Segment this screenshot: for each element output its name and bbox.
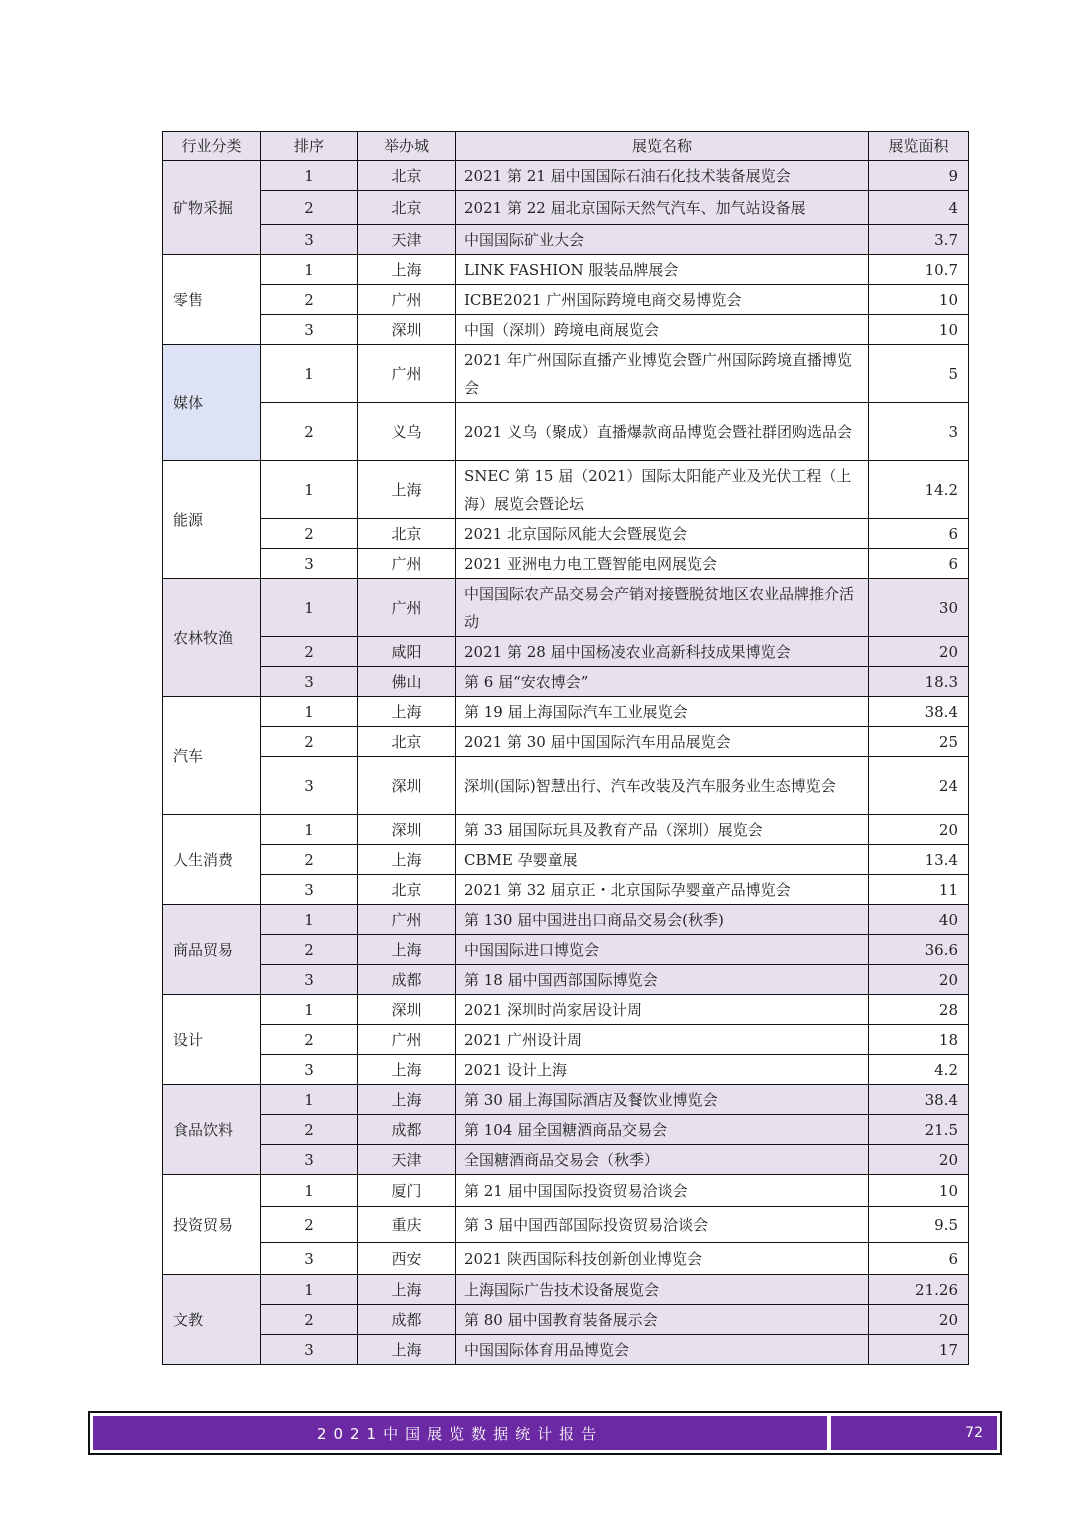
area-cell: 28 bbox=[869, 995, 969, 1025]
city-cell: 西安 bbox=[358, 1243, 456, 1275]
exhibition-name-cell: 2021 广州设计周 bbox=[456, 1025, 869, 1055]
table-row bbox=[163, 757, 969, 815]
table-row bbox=[163, 1145, 969, 1175]
city-cell: 广州 bbox=[358, 345, 456, 403]
header-area: 展览面积 bbox=[869, 132, 969, 161]
city-cell: 上海 bbox=[358, 697, 456, 727]
area-cell: 20 bbox=[869, 815, 969, 845]
city-cell: 广州 bbox=[358, 285, 456, 315]
city-cell: 厦门 bbox=[358, 1175, 456, 1207]
table-row bbox=[163, 995, 969, 1025]
table-row bbox=[163, 875, 969, 905]
city-cell: 上海 bbox=[358, 461, 456, 519]
city-cell: 上海 bbox=[358, 1275, 456, 1305]
rank-cell: 1 bbox=[261, 995, 358, 1025]
exhibition-name-cell: SNEC 第 15 届（2021）国际太阳能产业及光伏工程（上海）展览会暨论坛 bbox=[456, 461, 869, 519]
rank-cell: 2 bbox=[261, 285, 358, 315]
table-row bbox=[163, 845, 969, 875]
city-cell: 深圳 bbox=[358, 995, 456, 1025]
table-row bbox=[163, 965, 969, 995]
rank-cell: 2 bbox=[261, 191, 358, 225]
page-number: 72 bbox=[831, 1416, 997, 1450]
rank-cell: 1 bbox=[261, 697, 358, 727]
exhibition-ranking-table bbox=[162, 131, 969, 1365]
city-cell: 成都 bbox=[358, 965, 456, 995]
category-cell: 零售 bbox=[163, 255, 261, 345]
city-cell: 深圳 bbox=[358, 815, 456, 845]
table-row bbox=[163, 815, 969, 845]
table-row bbox=[163, 1025, 969, 1055]
exhibition-name-cell: LINK FASHION 服装品牌展会 bbox=[456, 255, 869, 285]
table-row bbox=[163, 285, 969, 315]
city-cell: 广州 bbox=[358, 579, 456, 637]
city-cell: 北京 bbox=[358, 875, 456, 905]
exhibition-name-cell: 中国国际进口博览会 bbox=[456, 935, 869, 965]
area-cell: 9 bbox=[869, 161, 969, 191]
table-row bbox=[163, 1175, 969, 1207]
exhibition-name-cell: 2021 北京国际风能大会暨展览会 bbox=[456, 519, 869, 549]
page-footer bbox=[88, 1411, 1002, 1455]
city-cell: 成都 bbox=[358, 1115, 456, 1145]
table-row bbox=[163, 191, 969, 225]
area-cell: 30 bbox=[869, 579, 969, 637]
city-cell: 广州 bbox=[358, 549, 456, 579]
rank-cell: 1 bbox=[261, 905, 358, 935]
rank-cell: 1 bbox=[261, 1275, 358, 1305]
rank-cell: 1 bbox=[261, 161, 358, 191]
exhibition-name-cell: 2021 第 32 届京正・北京国际孕婴童产品博览会 bbox=[456, 875, 869, 905]
city-cell: 北京 bbox=[358, 161, 456, 191]
header-category: 行业分类 bbox=[163, 132, 261, 161]
area-cell: 20 bbox=[869, 1305, 969, 1335]
exhibition-name-cell: 第 3 届中国西部国际投资贸易洽谈会 bbox=[456, 1207, 869, 1243]
exhibition-name-cell: ICBE2021 广州国际跨境电商交易博览会 bbox=[456, 285, 869, 315]
table-header-row bbox=[163, 132, 969, 161]
area-cell: 6 bbox=[869, 1243, 969, 1275]
area-cell: 38.4 bbox=[869, 1085, 969, 1115]
table-row bbox=[163, 161, 969, 191]
rank-cell: 3 bbox=[261, 1335, 358, 1365]
rank-cell: 3 bbox=[261, 875, 358, 905]
rank-cell: 1 bbox=[261, 815, 358, 845]
exhibition-name-cell: 第 104 届全国糖酒商品交易会 bbox=[456, 1115, 869, 1145]
table-row bbox=[163, 315, 969, 345]
table-row bbox=[163, 255, 969, 285]
table-row bbox=[163, 403, 969, 461]
area-cell: 40 bbox=[869, 905, 969, 935]
table-row bbox=[163, 225, 969, 255]
rank-cell: 2 bbox=[261, 637, 358, 667]
city-cell: 深圳 bbox=[358, 315, 456, 345]
rank-cell: 2 bbox=[261, 1305, 358, 1335]
exhibition-name-cell: 上海国际广告技术设备展览会 bbox=[456, 1275, 869, 1305]
area-cell: 18 bbox=[869, 1025, 969, 1055]
exhibition-name-cell: 中国（深圳）跨境电商展览会 bbox=[456, 315, 869, 345]
area-cell: 6 bbox=[869, 549, 969, 579]
city-cell: 上海 bbox=[358, 1335, 456, 1365]
rank-cell: 3 bbox=[261, 315, 358, 345]
area-cell: 10 bbox=[869, 285, 969, 315]
area-cell: 4.2 bbox=[869, 1055, 969, 1085]
exhibition-name-cell: 第 19 届上海国际汽车工业展览会 bbox=[456, 697, 869, 727]
area-cell: 36.6 bbox=[869, 935, 969, 965]
exhibition-name-cell: 第 18 届中国西部国际博览会 bbox=[456, 965, 869, 995]
rank-cell: 3 bbox=[261, 1145, 358, 1175]
city-cell: 咸阳 bbox=[358, 637, 456, 667]
area-cell: 20 bbox=[869, 1145, 969, 1175]
exhibition-name-cell: 深圳(国际)智慧出行、汽车改装及汽车服务业生态博览会 bbox=[456, 757, 869, 815]
category-cell: 食品饮料 bbox=[163, 1085, 261, 1175]
table-row bbox=[163, 1243, 969, 1275]
area-cell: 38.4 bbox=[869, 697, 969, 727]
exhibition-name-cell: 第 30 届上海国际酒店及餐饮业博览会 bbox=[456, 1085, 869, 1115]
exhibition-name-cell: 第 33 届国际玩具及教育产品（深圳）展览会 bbox=[456, 815, 869, 845]
report-title: 2021中国展览数据统计报告 bbox=[93, 1416, 827, 1450]
rank-cell: 3 bbox=[261, 965, 358, 995]
category-cell: 文教 bbox=[163, 1275, 261, 1365]
exhibition-name-cell: 2021 第 21 届中国国际石油石化技术装备展览会 bbox=[456, 161, 869, 191]
rank-cell: 1 bbox=[261, 255, 358, 285]
area-cell: 13.4 bbox=[869, 845, 969, 875]
area-cell: 21.26 bbox=[869, 1275, 969, 1305]
area-cell: 3 bbox=[869, 403, 969, 461]
exhibition-name-cell: 第 130 届中国进出口商品交易会(秋季) bbox=[456, 905, 869, 935]
rank-cell: 2 bbox=[261, 1207, 358, 1243]
rank-cell: 2 bbox=[261, 519, 358, 549]
city-cell: 义乌 bbox=[358, 403, 456, 461]
header-city: 举办城 bbox=[358, 132, 456, 161]
rank-cell: 3 bbox=[261, 549, 358, 579]
rank-cell: 2 bbox=[261, 403, 358, 461]
exhibition-name-cell: 2021 第 28 届中国杨凌农业高新科技成果博览会 bbox=[456, 637, 869, 667]
category-cell: 农林牧渔 bbox=[163, 579, 261, 697]
city-cell: 广州 bbox=[358, 905, 456, 935]
exhibition-name-cell: 2021 亚洲电力电工暨智能电网展览会 bbox=[456, 549, 869, 579]
area-cell: 10.7 bbox=[869, 255, 969, 285]
exhibition-name-cell: 2021 深圳时尚家居设计周 bbox=[456, 995, 869, 1025]
area-cell: 24 bbox=[869, 757, 969, 815]
rank-cell: 2 bbox=[261, 935, 358, 965]
exhibition-name-cell: 2021 第 30 届中国国际汽车用品展览会 bbox=[456, 727, 869, 757]
city-cell: 天津 bbox=[358, 1145, 456, 1175]
table-row bbox=[163, 935, 969, 965]
rank-cell: 3 bbox=[261, 757, 358, 815]
area-cell: 10 bbox=[869, 1175, 969, 1207]
rank-cell: 2 bbox=[261, 1115, 358, 1145]
table-row bbox=[163, 1085, 969, 1115]
city-cell: 上海 bbox=[358, 935, 456, 965]
exhibition-name-cell: 中国国际体育用品博览会 bbox=[456, 1335, 869, 1365]
category-cell: 投资贸易 bbox=[163, 1175, 261, 1275]
rank-cell: 3 bbox=[261, 667, 358, 697]
header-exhibition-name: 展览名称 bbox=[456, 132, 869, 161]
exhibition-name-cell: 第 80 届中国教育装备展示会 bbox=[456, 1305, 869, 1335]
exhibition-name-cell: 2021 陕西国际科技创新创业博览会 bbox=[456, 1243, 869, 1275]
category-cell: 能源 bbox=[163, 461, 261, 579]
category-cell: 矿物采掘 bbox=[163, 161, 261, 255]
exhibition-name-cell: 第 21 届中国国际投资贸易洽谈会 bbox=[456, 1175, 869, 1207]
category-cell: 商品贸易 bbox=[163, 905, 261, 995]
table-row bbox=[163, 1115, 969, 1145]
category-cell: 设计 bbox=[163, 995, 261, 1085]
area-cell: 25 bbox=[869, 727, 969, 757]
exhibition-name-cell: CBME 孕婴童展 bbox=[456, 845, 869, 875]
exhibition-name-cell: 2021 义乌（聚成）直播爆款商品博览会暨社群团购选品会 bbox=[456, 403, 869, 461]
exhibition-name-cell: 2021 设计上海 bbox=[456, 1055, 869, 1085]
category-cell: 人生消费 bbox=[163, 815, 261, 905]
city-cell: 北京 bbox=[358, 191, 456, 225]
category-cell: 汽车 bbox=[163, 697, 261, 815]
exhibition-name-cell: 中国国际农产品交易会产销对接暨脱贫地区农业品牌推介活动 bbox=[456, 579, 869, 637]
city-cell: 重庆 bbox=[358, 1207, 456, 1243]
exhibition-name-cell: 2021 年广州国际直播产业博览会暨广州国际跨境直播博览会 bbox=[456, 345, 869, 403]
city-cell: 成都 bbox=[358, 1305, 456, 1335]
exhibition-name-cell: 全国糖酒商品交易会（秋季） bbox=[456, 1145, 869, 1175]
area-cell: 6 bbox=[869, 519, 969, 549]
rank-cell: 1 bbox=[261, 1085, 358, 1115]
city-cell: 上海 bbox=[358, 255, 456, 285]
city-cell: 天津 bbox=[358, 225, 456, 255]
table-body bbox=[163, 161, 969, 1365]
rank-cell: 3 bbox=[261, 225, 358, 255]
city-cell: 北京 bbox=[358, 519, 456, 549]
table-row bbox=[163, 697, 969, 727]
exhibition-name-cell: 第 6 届“安农博会” bbox=[456, 667, 869, 697]
rank-cell: 2 bbox=[261, 845, 358, 875]
rank-cell: 3 bbox=[261, 1055, 358, 1085]
city-cell: 上海 bbox=[358, 845, 456, 875]
area-cell: 17 bbox=[869, 1335, 969, 1365]
area-cell: 3.7 bbox=[869, 225, 969, 255]
area-cell: 4 bbox=[869, 191, 969, 225]
rank-cell: 3 bbox=[261, 1243, 358, 1275]
area-cell: 9.5 bbox=[869, 1207, 969, 1243]
city-cell: 深圳 bbox=[358, 757, 456, 815]
table-row bbox=[163, 667, 969, 697]
rank-cell: 1 bbox=[261, 461, 358, 519]
city-cell: 佛山 bbox=[358, 667, 456, 697]
city-cell: 北京 bbox=[358, 727, 456, 757]
table-row bbox=[163, 579, 969, 637]
area-cell: 20 bbox=[869, 965, 969, 995]
area-cell: 5 bbox=[869, 345, 969, 403]
table-row bbox=[163, 549, 969, 579]
category-cell: 媒体 bbox=[163, 345, 261, 461]
area-cell: 21.5 bbox=[869, 1115, 969, 1145]
rank-cell: 1 bbox=[261, 1175, 358, 1207]
rank-cell: 1 bbox=[261, 579, 358, 637]
rank-cell: 2 bbox=[261, 1025, 358, 1055]
table-row bbox=[163, 1305, 969, 1335]
rank-cell: 2 bbox=[261, 727, 358, 757]
area-cell: 10 bbox=[869, 315, 969, 345]
table-row bbox=[163, 1207, 969, 1243]
table-row bbox=[163, 1335, 969, 1365]
rank-cell: 1 bbox=[261, 345, 358, 403]
table-row bbox=[163, 637, 969, 667]
table-row bbox=[163, 1275, 969, 1305]
area-cell: 11 bbox=[869, 875, 969, 905]
exhibition-name-cell: 中国国际矿业大会 bbox=[456, 225, 869, 255]
table-row bbox=[163, 727, 969, 757]
exhibition-name-cell: 2021 第 22 届北京国际天然气汽车、加气站设备展 bbox=[456, 191, 869, 225]
table-row bbox=[163, 519, 969, 549]
city-cell: 上海 bbox=[358, 1055, 456, 1085]
table-row bbox=[163, 345, 969, 403]
area-cell: 18.3 bbox=[869, 667, 969, 697]
header-rank: 排序 bbox=[261, 132, 358, 161]
city-cell: 上海 bbox=[358, 1085, 456, 1115]
area-cell: 20 bbox=[869, 637, 969, 667]
table-row bbox=[163, 461, 969, 519]
table-row bbox=[163, 905, 969, 935]
city-cell: 广州 bbox=[358, 1025, 456, 1055]
area-cell: 14.2 bbox=[869, 461, 969, 519]
table-row bbox=[163, 1055, 969, 1085]
